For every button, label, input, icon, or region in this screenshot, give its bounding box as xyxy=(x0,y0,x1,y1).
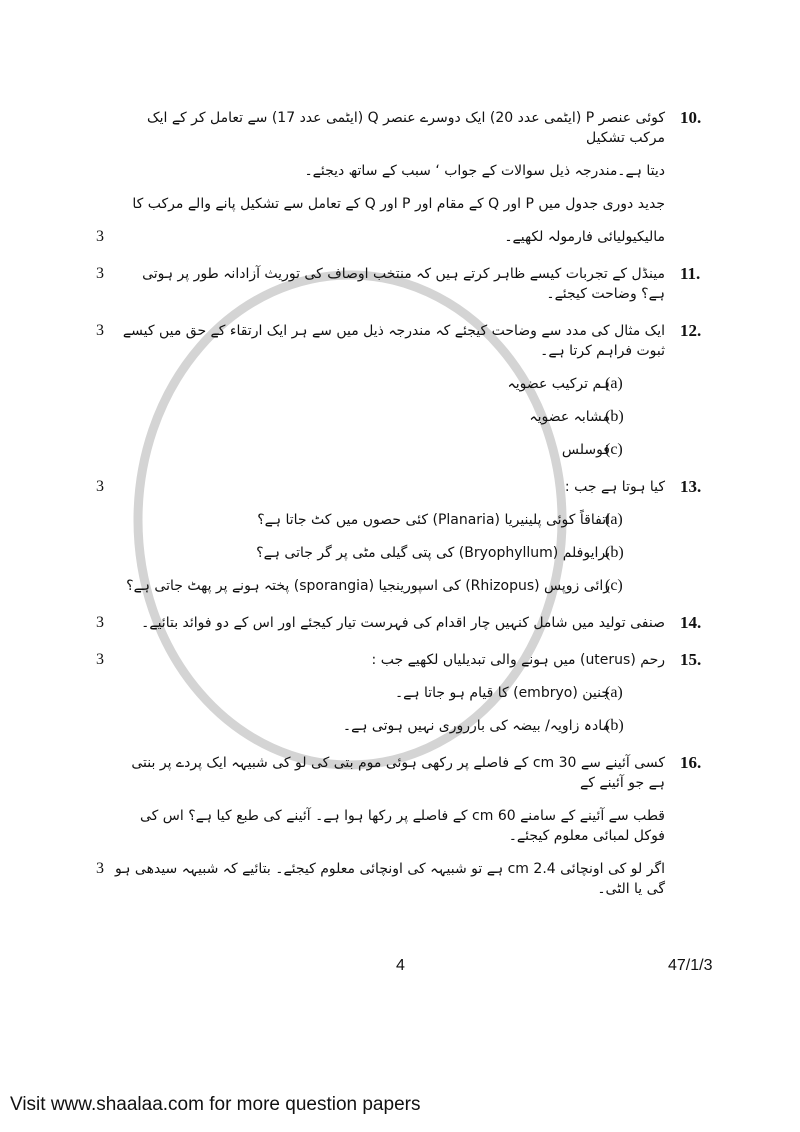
question-line xyxy=(115,806,665,846)
part-label: (a) xyxy=(605,375,623,392)
question-part xyxy=(115,716,665,736)
part-text: اتفاقاً کوئی پلینیریا (Planaria) کئی حصوں میں کٹ جاتا ہے؟ xyxy=(257,512,610,528)
question-text: ایک مثال کی مدد سے وضاحت کیجئے کہ مندرجہ ذیل میں سے ہر ایک ارتقاء کے حق میں کیسے ثبوت فراہم کرتا ہے۔ xyxy=(122,323,665,359)
question-15 xyxy=(96,650,702,670)
part-text: برایوفلم (Bryophyllum) کی پتی گیلی مٹی پر گر جاتی ہے؟ xyxy=(256,545,610,561)
question-part xyxy=(115,374,665,394)
question-part xyxy=(115,510,665,530)
question-text: مالیکیولیائی فارمولہ لکھیے۔ xyxy=(504,229,665,245)
question-text: اگر لو کی اونچائی 2.4 cm ہے تو شبیہہ کی اونچائی معلوم کیجئے۔ بتائیے کہ شبیہہ سیدھی ہو گی یا الٹی۔ xyxy=(115,861,665,897)
question-number: 13. xyxy=(680,477,702,496)
question-text: دیتا ہے۔مندرجہ ذیل سوالات کے جواب ‘ سبب کے ساتھ دیجئے۔ xyxy=(304,163,665,179)
part-text: جنین (embryo) کا قیام ہو جاتا ہے۔ xyxy=(394,685,610,701)
part-text: فوسلس xyxy=(561,442,610,458)
part-text: مشابہ عضویہ xyxy=(529,409,610,425)
question-text: صنفی تولید میں شامل کنہیں چار اقدام کی فہرست تیار کیجئے اور اس کے دو فوائد بتائیے۔ xyxy=(141,615,665,631)
question-line xyxy=(96,227,665,247)
question-text: رحم (uterus) میں ہونے والی تبدیلیاں لکھیے جب : xyxy=(371,652,665,668)
part-text: رائی زوپس (Rhizopus) کی اسپورینجیا (sporangia) پختہ ہونے پر پھٹ جاتی ہے؟ xyxy=(126,578,610,594)
question-16 xyxy=(115,753,702,793)
question-10 xyxy=(115,108,702,148)
question-text: قطب سے آئینے کے سامنے 60 cm کے فاصلے پر رکھا ہوا ہے۔ آئینے کی طبع کیا ہے؟ اس کی فوکل لمبائی معلوم کیجئے۔ xyxy=(140,808,665,844)
question-part xyxy=(115,543,665,563)
question-text: کسی آئینے سے 30 cm کے فاصلے پر رکھی ہوئی موم بتی کی لو کی شبیہہ ایک پردے پر بنتی ہے جو آئینے کے xyxy=(131,755,665,791)
marks: 3 xyxy=(96,860,104,877)
part-text: مادہ زاویہ/ بیضہ کی بارروری نہیں ہوتی ہے۔ xyxy=(342,718,610,734)
marks: 3 xyxy=(96,614,104,631)
marks: 3 xyxy=(96,478,104,495)
question-number: 11. xyxy=(680,264,701,283)
question-number: 16. xyxy=(680,753,702,772)
part-text: ہم ترکیب عضویہ xyxy=(507,376,610,392)
marks: 3 xyxy=(96,228,104,245)
question-line xyxy=(115,194,665,214)
marks: 3 xyxy=(96,265,104,282)
question-part xyxy=(115,407,665,427)
paper-code: 47/1/3 xyxy=(668,957,713,974)
question-list xyxy=(0,108,800,979)
question-13 xyxy=(96,477,702,497)
question-12 xyxy=(96,321,702,361)
marks: 3 xyxy=(96,651,104,668)
page-number: 4 xyxy=(396,957,405,974)
part-label: (b) xyxy=(605,544,624,561)
part-label: (c) xyxy=(605,577,623,594)
question-number: 15. xyxy=(680,650,702,669)
question-11 xyxy=(96,264,701,304)
question-number: 12. xyxy=(680,321,702,340)
question-part xyxy=(115,440,665,460)
marks: 3 xyxy=(96,322,104,339)
question-text: مینڈل کے تجربات کیسے ظاہر کرتے ہیں کہ منتخب اوصاف کی توریث آزادانہ طور پر ہوتی ہے؟ وضاحت کیجئے۔ xyxy=(142,266,665,302)
question-part xyxy=(115,683,665,703)
part-label: (a) xyxy=(605,684,623,701)
question-line xyxy=(115,161,665,181)
question-text: کیا ہوتا ہے جب : xyxy=(564,479,665,495)
part-label: (c) xyxy=(605,441,623,458)
question-number: 10. xyxy=(680,108,702,127)
question-part xyxy=(115,576,665,596)
visit-link[interactable]: Visit www.shaalaa.com for more question papers xyxy=(10,1094,421,1115)
question-line xyxy=(96,859,665,899)
question-text: کوئی عنصر P (ایٹمی عدد 20) ایک دوسرے عنصر Q (ایٹمی عدد 17) سے تعامل کر کے ایک مرکب تشکیل xyxy=(147,110,665,146)
part-label: (a) xyxy=(605,511,623,528)
page-footer xyxy=(0,957,800,979)
part-label: (b) xyxy=(605,408,624,425)
question-14 xyxy=(96,613,702,633)
question-text: جدید دوری جدول میں P اور Q کے مقام اور P اور Q کے تعامل سے تشکیل پانے والے مرکب کا xyxy=(132,196,665,212)
question-number: 14. xyxy=(680,613,702,632)
part-label: (b) xyxy=(605,717,624,734)
